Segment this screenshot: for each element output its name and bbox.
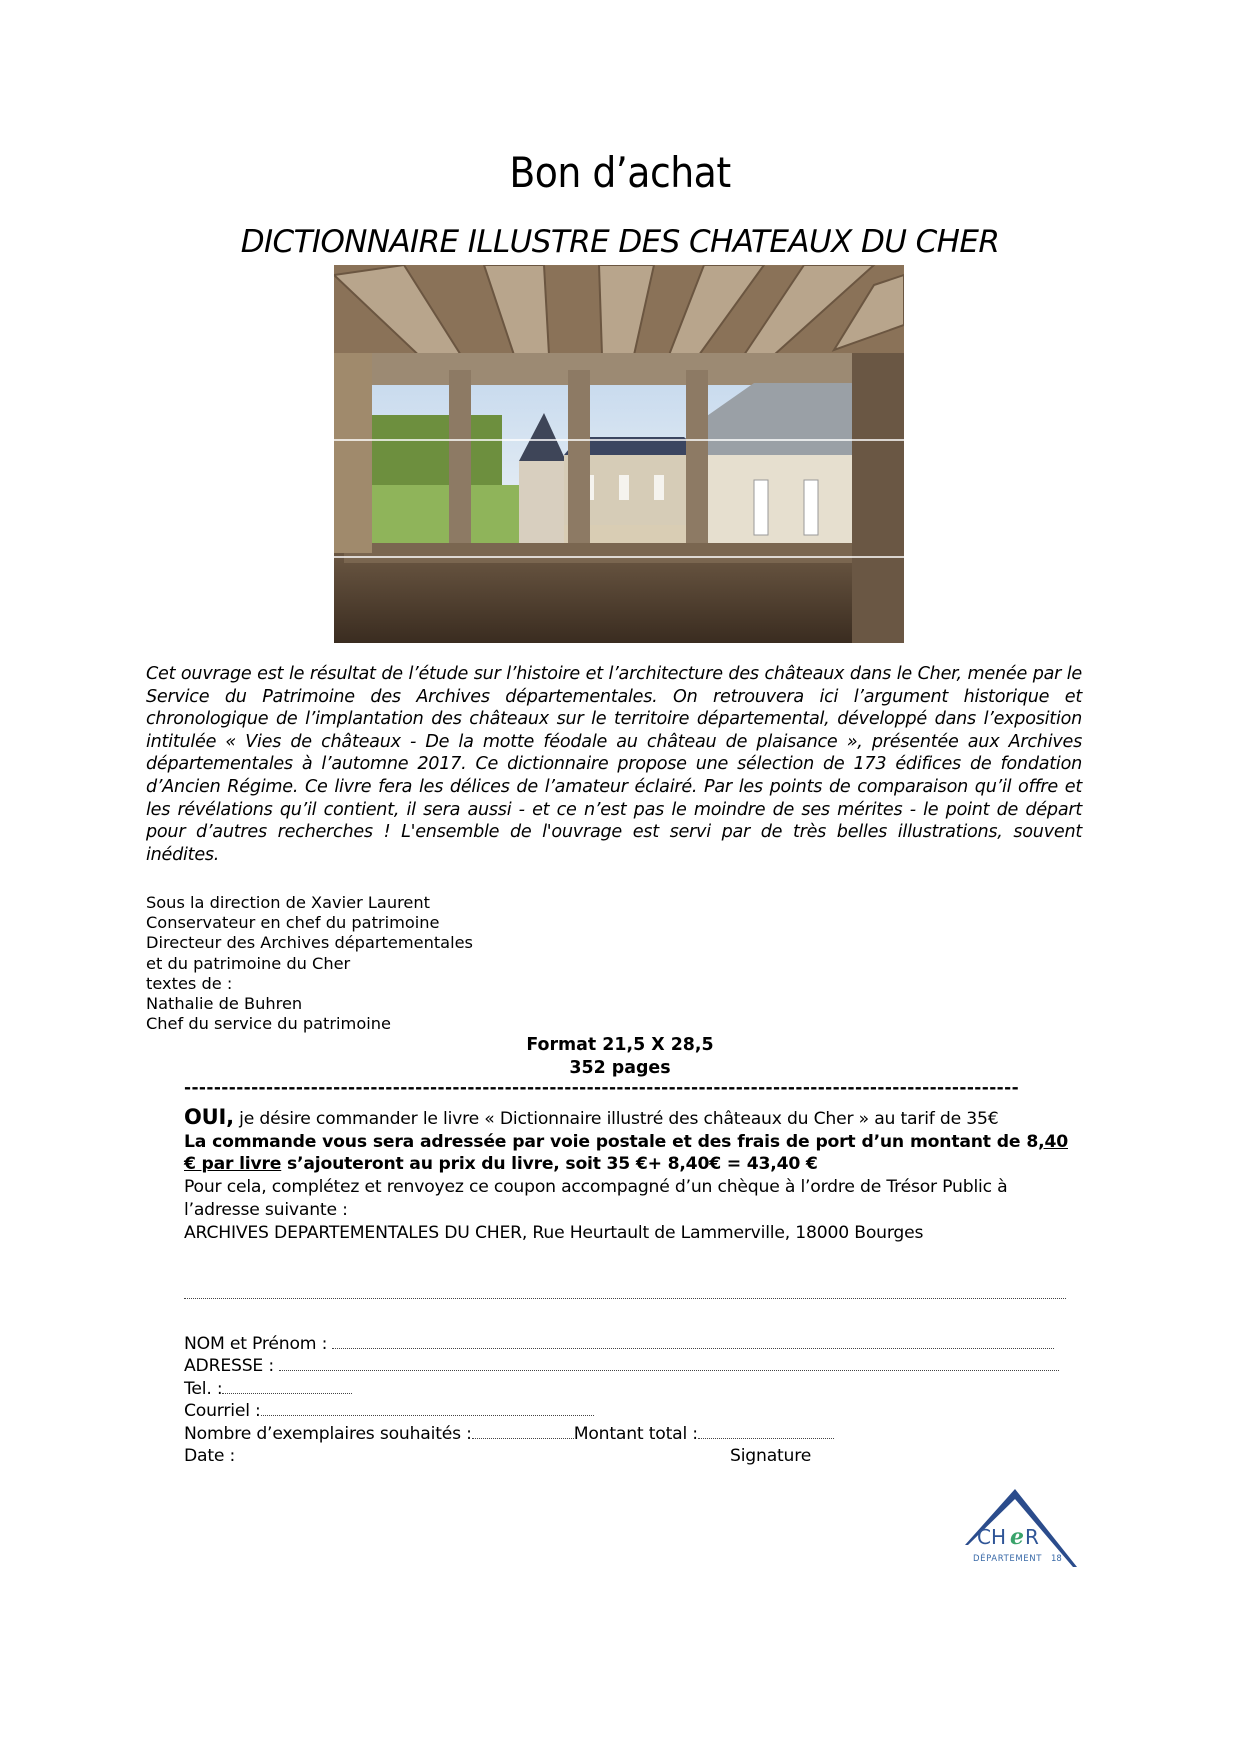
roof-logo-icon xyxy=(963,1489,1085,1567)
mailing-address: ARCHIVES DEPARTEMENTALES DU CHER, Rue Heurtault de Lammerville, 18000 Bourges xyxy=(184,1222,924,1243)
castle-photo xyxy=(334,265,904,643)
credits xyxy=(146,893,473,1034)
logo-e: e xyxy=(1010,1524,1024,1550)
shipping-fee: ,40 € par livre xyxy=(184,1131,1068,1175)
order-coupon xyxy=(184,1106,1068,1244)
logo-number: 18 xyxy=(1051,1554,1062,1564)
copies-row xyxy=(184,1423,1059,1445)
page-title: Bon d’achat xyxy=(509,148,731,197)
tel-row xyxy=(184,1378,1059,1400)
book-description: Cet ouvrage est le résultat de l’étude sur l’histoire et l’architecture des châteaux dans le Cher, menée par le Service du Patrimoine des Archives départementales. On retrouvera ici l’argument historique et chronologique de l’implantation des châteaux sur le territoire départemental, développé dans l’exposition intitulée « Vies de châteaux - De la motte féodale au château de plaisance », présentée aux Archives départementales à l’automne 2017. Ce dictionnaire propose une sélection de 173 édifices de fondation d’Ancien Régime. Ce livre fera les délices de l’amateur éclairé. Par les points de comparaison qu’il offre et les révélations qu’il contient, il sera aussi - et ce n’est pas le moindre de ses mérites - le point de départ pour d’autres recherches ! L'ensemble de l'ouvrage est servi par de très belles illustrations, souvent inédites. xyxy=(146,664,1082,865)
credit-line: Chef du service du patrimoine xyxy=(146,1014,391,1034)
order-statement xyxy=(184,1106,1068,1131)
email-label: Courriel : xyxy=(184,1401,261,1422)
logo-ch: CH xyxy=(977,1525,1007,1549)
book-pages: 352 pages xyxy=(569,1058,671,1078)
total-label: Montant total : xyxy=(573,1423,698,1444)
order-form xyxy=(184,1333,1059,1467)
name-field[interactable] xyxy=(332,1334,1054,1349)
credit-line: Conservateur en chef du patrimoine xyxy=(146,913,440,933)
credit-line: Nathalie de Buhren xyxy=(146,994,303,1014)
cher-department-logo xyxy=(963,1489,1085,1567)
shipping-total: s’ajouteront au prix du livre, soit 35 €+ 8,40€ = 43,40 € xyxy=(281,1154,818,1175)
logo-department: DÉPARTEMENT xyxy=(973,1554,1043,1564)
oui-label: OUI, xyxy=(184,1105,234,1129)
name-label: NOM et Prénom : xyxy=(184,1334,333,1354)
logo-r: R xyxy=(1025,1525,1039,1549)
book-format: Format 21,5 X 28,5 xyxy=(526,1035,714,1055)
email-field[interactable] xyxy=(261,1401,594,1416)
name-row xyxy=(184,1333,1059,1355)
address-row xyxy=(184,1355,1059,1377)
separator-dots xyxy=(184,1296,1066,1299)
order-text: je désire commander le livre « Dictionnaire illustré des châteaux du Cher » au tarif de 35€ xyxy=(233,1109,999,1129)
date-row xyxy=(184,1445,1059,1467)
credit-line: Sous la direction de Xavier Laurent xyxy=(146,893,430,912)
book-specs xyxy=(0,1034,1240,1080)
credit-line: et du patrimoine du Cher xyxy=(146,953,351,973)
email-row xyxy=(184,1400,1059,1422)
copies-label: Nombre d’exemplaires souhaités : xyxy=(184,1423,472,1444)
credit-line: Directeur des Archives départementales xyxy=(146,933,473,953)
date-label: Date : xyxy=(184,1445,236,1466)
cut-line: ---------------------------------------------------------------------------------------------------------------- xyxy=(184,1078,1020,1092)
total-field[interactable] xyxy=(698,1424,834,1439)
castle-photo-icon xyxy=(334,265,904,643)
instructions: Pour cela, complétez et renvoyez ce coupon accompagné d’un chèque à l’ordre de Trésor Public à l’adresse suivante : xyxy=(184,1177,1008,1220)
address-label: ADRESSE : xyxy=(184,1356,280,1377)
copies-field[interactable] xyxy=(472,1424,574,1439)
book-title: DICTIONNAIRE ILLUSTRE DES CHATEAUX DU CHER xyxy=(240,224,1000,260)
shipping-notice xyxy=(184,1131,1068,1176)
credit-line: textes de : xyxy=(146,973,233,993)
tel-field[interactable] xyxy=(222,1379,352,1394)
shipping-text: La commande vous sera adressée par voie postale et des frais de port d’un montant de 8 xyxy=(184,1131,1039,1152)
tel-label: Tel. : xyxy=(184,1378,223,1399)
address-field[interactable] xyxy=(279,1356,1059,1371)
signature-label: Signature xyxy=(730,1445,812,1466)
